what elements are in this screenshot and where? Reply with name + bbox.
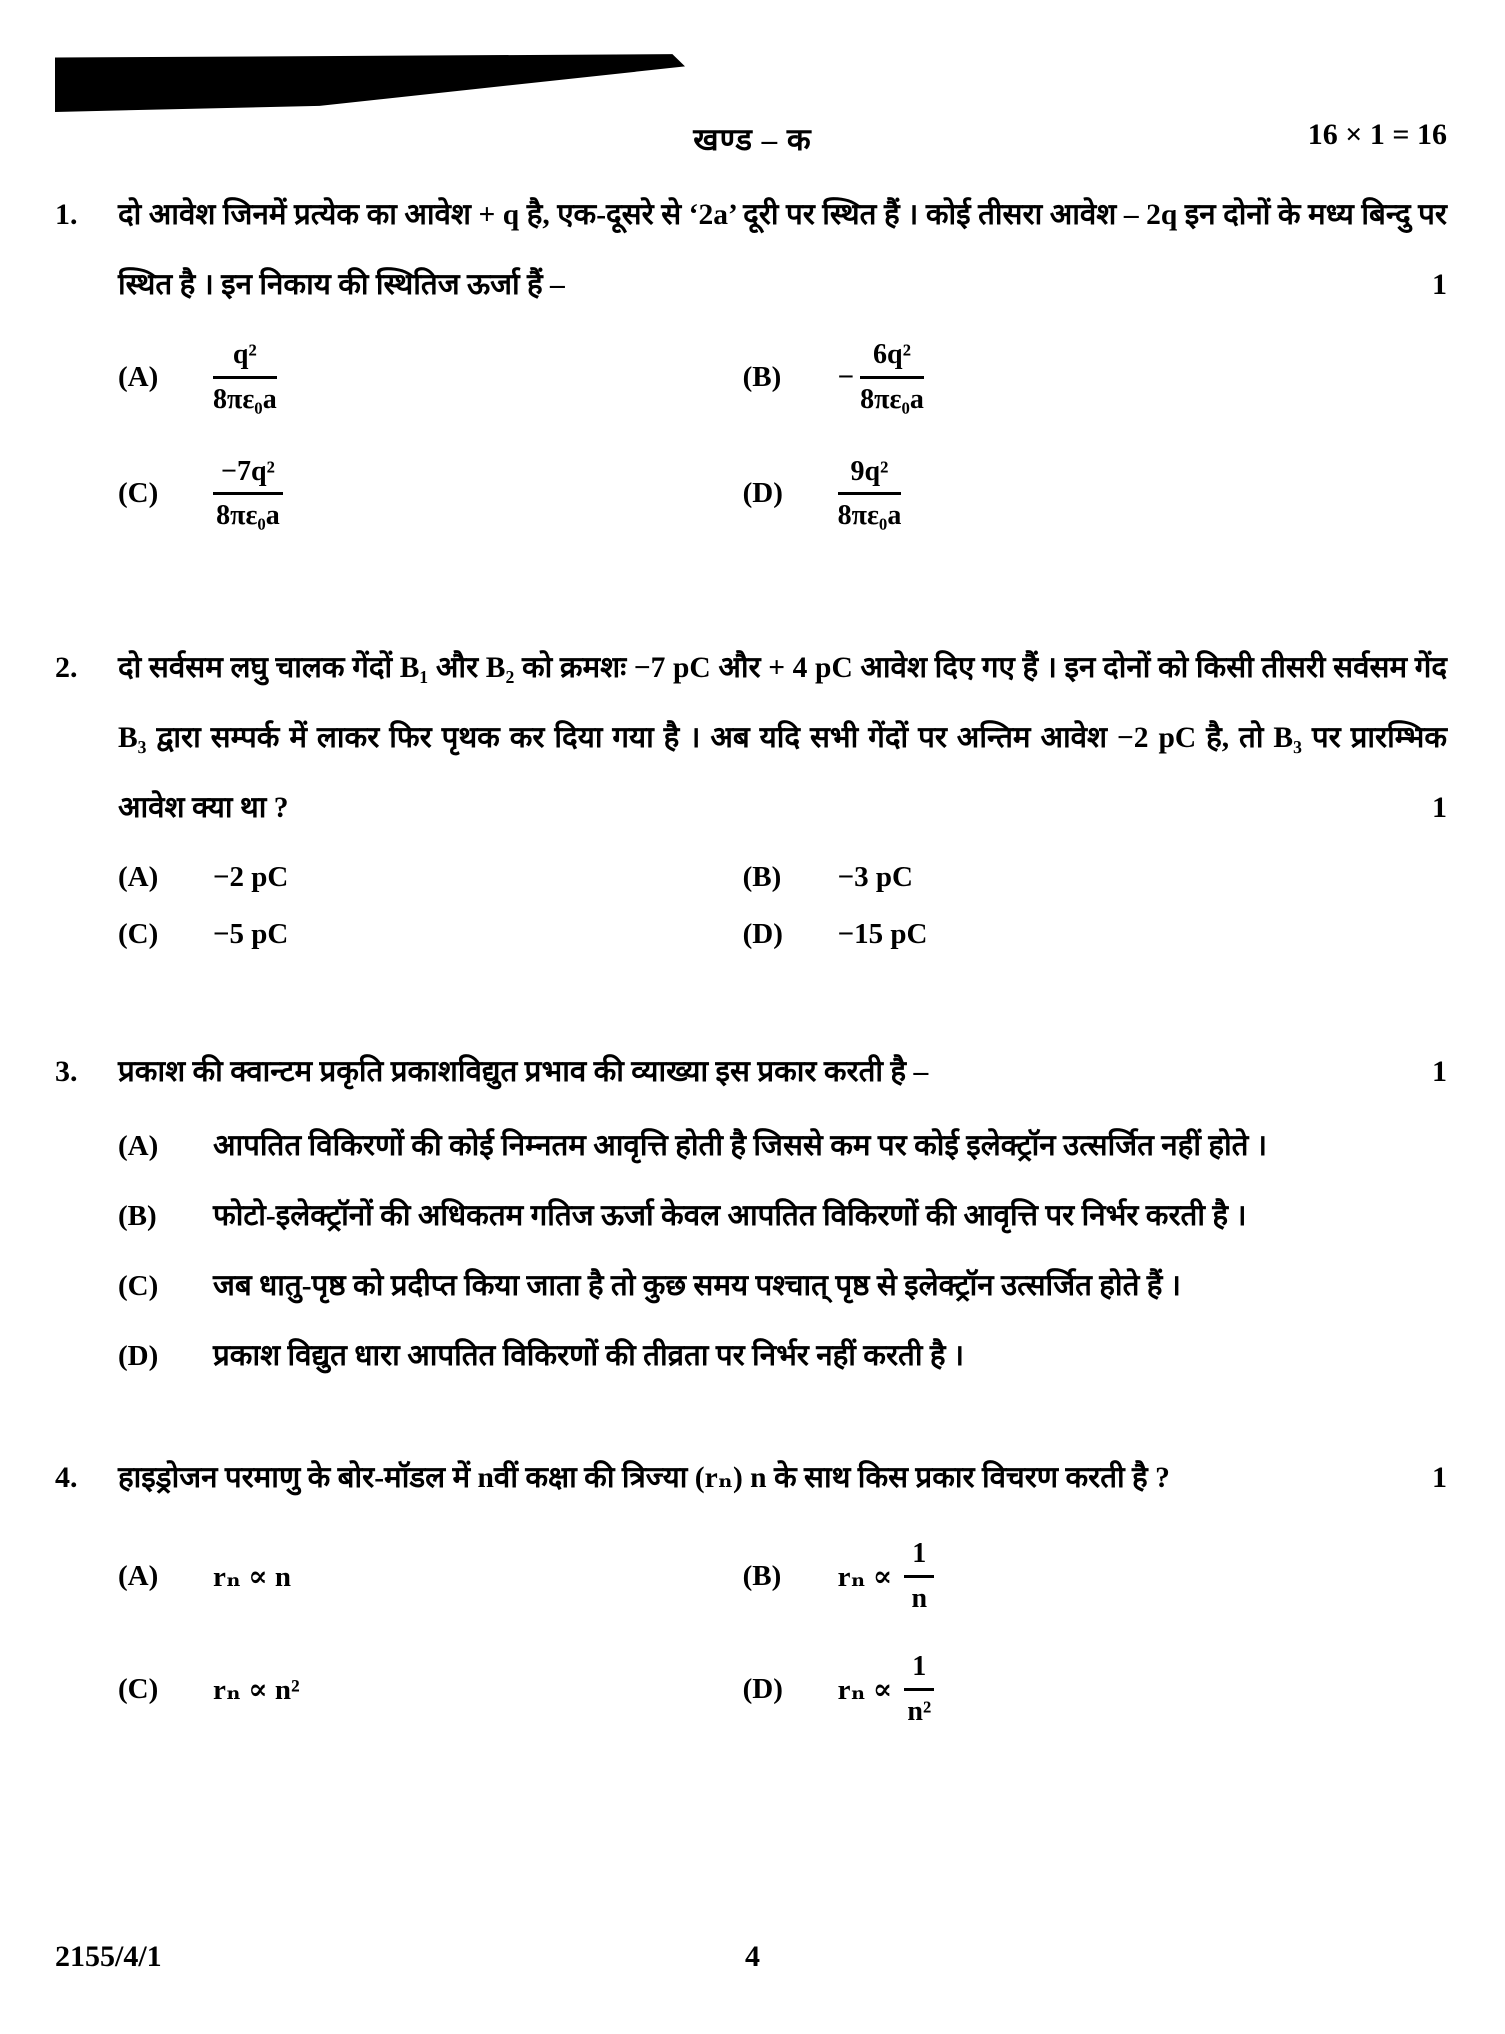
option-label: (B) [742,1559,782,1592]
fraction [904,1535,934,1618]
option-value: −3 pC [837,861,913,894]
fraction [838,453,902,536]
option-row [118,861,1447,894]
fraction-numerator: −7q² [213,453,283,496]
option-label: (C) [118,477,159,510]
option-d [118,1321,1447,1391]
proportionality-expression: rₙ ∝ [837,1560,893,1593]
option-d [743,453,902,536]
option-label: (A) [118,861,159,894]
question-number: 2. [55,651,78,685]
fraction-denominator: n [911,1582,928,1614]
fraction-numerator: q² [213,336,277,379]
option-b [118,1181,1447,1251]
fraction-denominator: 8πε₀a [860,383,924,415]
option-a [118,336,743,419]
option-label: (A) [118,360,159,393]
fraction-denominator: 8πε₀a [837,500,902,532]
question-stem: दो आवेश जिनमें प्रत्येक का आवेश + q है, एक-दूसरे से ‘2a’ दूरी पर स्थित हैं । कोई तीसरा आवेश – 2q इन दोनों के मध्य बिन्दु पर स्थित है । इन निकाय की स्थितिज ऊर्जा हैं – [118,199,1447,301]
option-d [743,918,928,951]
marks-summary: 16 × 1 = 16 [1307,118,1447,151]
question-stem: प्रकाश की क्वान्टम प्रकृति प्रकाशविद्युत प्रभाव की व्याख्या इस प्रकार करती है – [118,1056,929,1089]
option-text: प्रकाश विद्युत धारा आपतित विकिरणों की तीव्रता पर निर्भर नहीं करती है । [213,1340,965,1373]
fraction-numerator: 9q² [838,453,902,496]
fraction [213,336,277,419]
question-1 [0,180,1505,535]
option-label: (D) [742,477,783,510]
option-a [118,1559,743,1594]
question-marks: 1 [1432,791,1447,825]
option-a [118,1111,1447,1181]
question-number: 4. [55,1461,78,1495]
option-label: (C) [118,1270,159,1303]
option-c [118,1251,1447,1321]
option-label: (A) [118,1130,159,1163]
question-stem: दो सर्वसम लघु चालक गेंदों B₁ और B₂ को क्रमशः −7 pC और + 4 pC आवेश दिए गए हैं । इन दोनों को किसी तीसरी सर्वसम गेंद B₃ द्वारा सम्पर्क में लाकर फिर पृथक कर दिया गया है । अब यदि सभी गेंदों पर अन्तिम आवेश −2 pC है, तो B₃ पर प्रारम्भिक आवेश क्या था ? [118,652,1447,825]
option-label: (B) [742,360,782,393]
option-b [743,1535,935,1618]
option-label: (D) [118,1340,159,1373]
page-footer [0,1940,1505,1984]
question-2 [0,633,1505,951]
question-4 [0,1443,1505,1730]
question-number: 3. [55,1055,78,1089]
option-row [118,1648,1447,1731]
option-value: rₙ ∝ n [213,1560,292,1593]
question-3 [0,1037,1505,1391]
option-label: (B) [742,861,782,894]
option-text: फोटो-इलेक्ट्रॉनों की अधिकतम गतिज ऊर्जा केवल आपतित विकिरणों की आवृत्ति पर निर्भर करती है । [213,1200,1247,1233]
question-marks: 1 [1432,268,1447,301]
question-stem: हाइड्रोजन परमाणु के बोर-मॉडल में nवीं कक्षा की त्रिज्या (rₙ) n के साथ किस प्रकार विचरण करती है ? [118,1462,1170,1495]
fraction [213,453,283,536]
proportionality-expression: rₙ ∝ [837,1673,893,1706]
option-value: −15 pC [837,918,928,951]
fraction [860,336,924,419]
option-label: (C) [118,918,159,951]
option-row [118,453,1447,536]
option-a [118,861,743,894]
option-d [743,1648,935,1731]
option-b [743,861,913,894]
paper-code: 2155/4/1 [55,1940,162,1973]
option-value: −5 pC [213,918,289,951]
fraction-denominator: 8πε₀a [216,500,280,532]
option-row [118,336,1447,419]
fraction-numerator: 1 [904,1535,934,1578]
option-value: −2 pC [213,861,289,894]
option-text: जब धातु-पृष्ठ को प्रदीप्त किया जाता है तो कुछ समय पश्चात् पृष्ठ से इलेक्ट्रॉन उत्सर्जित होते हैं । [213,1270,1181,1303]
option-row [118,918,1447,951]
option-value: rₙ ∝ n² [213,1673,300,1706]
question-number: 1. [55,198,78,231]
option-label: (A) [118,1559,159,1592]
minus-sign: − [837,360,855,393]
option-c [118,1672,743,1707]
page-number: 4 [745,1940,760,1973]
section-title: खण्ड – क [693,122,812,157]
option-c [118,453,743,536]
question-marks: 1 [1432,1055,1447,1089]
fraction-numerator: 6q² [860,336,924,379]
option-row [118,1535,1447,1618]
option-label: (C) [118,1672,159,1705]
option-text: आपतित विकिरणों की कोई निम्नतम आवृत्ति होती है जिससे कम पर कोई इलेक्ट्रॉन उत्सर्जित नहीं होते । [213,1130,1268,1163]
fraction [904,1648,934,1731]
fraction-denominator: n² [907,1695,932,1727]
question-marks: 1 [1432,1461,1447,1495]
option-label: (D) [742,1672,783,1705]
option-label: (D) [742,918,783,951]
option-c [118,918,743,951]
fraction-numerator: 1 [904,1648,934,1691]
fraction-denominator: 8πε₀a [213,383,277,415]
option-b [743,336,924,419]
option-label: (B) [118,1200,157,1233]
page-header [0,0,1505,164]
